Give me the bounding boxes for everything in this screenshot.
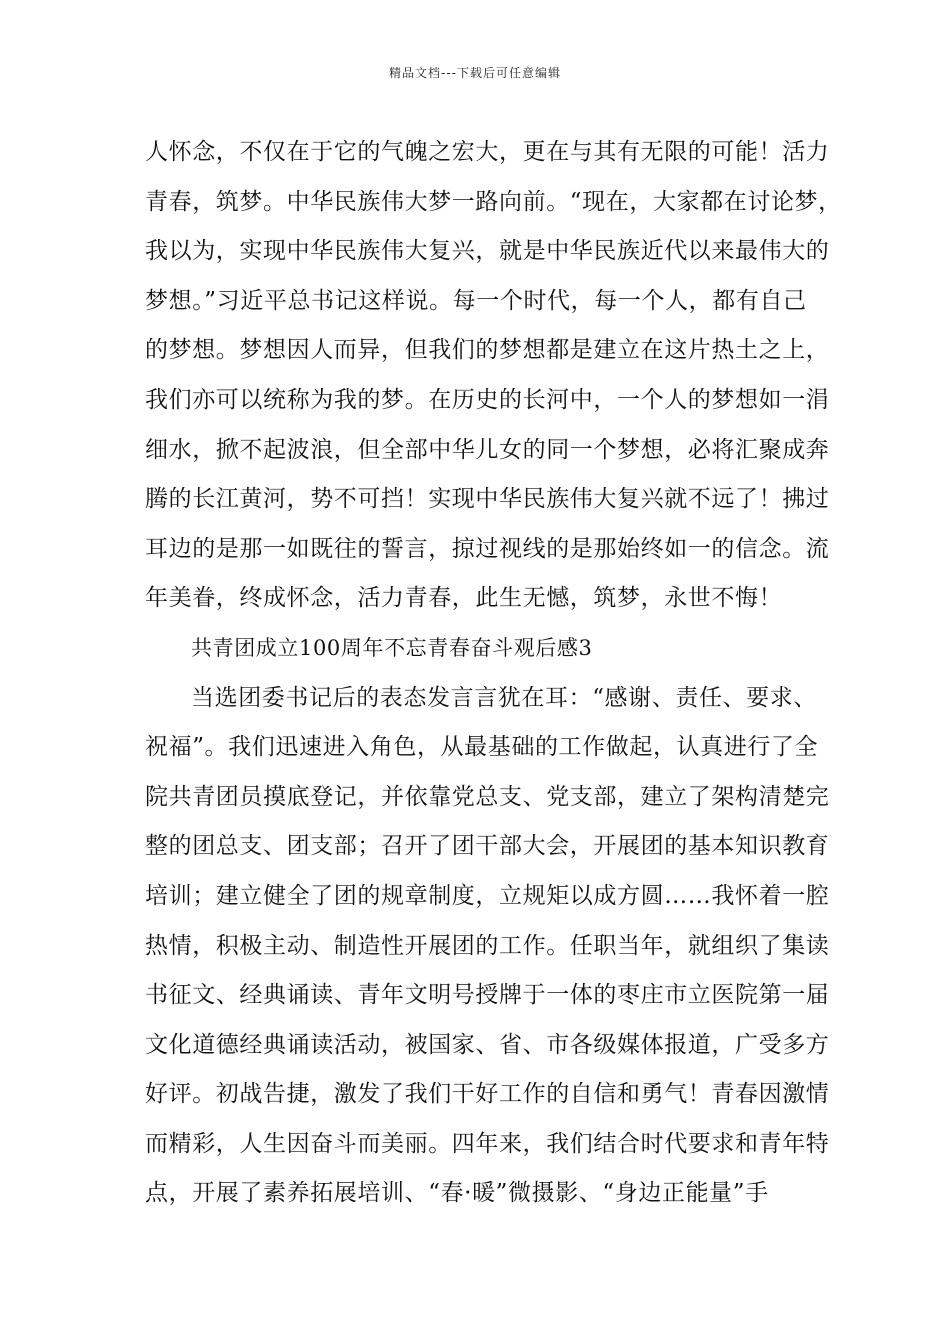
text-line: 点，开展了素养拓展培训、“春·暖”微摄影、“身边正能量”手 — [145, 1180, 769, 1207]
text-line: 青春，筑梦。中华民族伟大梦一路向前。“现在，大家都在讨论梦， — [145, 188, 842, 215]
text-line: 培训；建立健全了团的规章制度，立规矩以成方圆……我怀着一腔 — [145, 882, 830, 909]
paragraph-1 — [145, 128, 842, 624]
text-line: 人怀念，不仅在于它的气魄之宏大，更在与其有无限的可能！活力 — [145, 139, 830, 165]
text-line: 细水，掀不起波浪，但全部中华儿女的同一个梦想，必将汇聚成奔 — [145, 436, 830, 463]
document-body — [145, 128, 842, 1219]
text-line: 文化道德经典诵读活动，被国家、省、市各级媒体报道，广受多方 — [145, 1031, 830, 1058]
text-line: 我以为，实现中华民族伟大复兴，就是中华民族近代以来最伟大的 — [145, 238, 830, 265]
text-line: 年美眷，终成怀念，活力青春，此生无憾，筑梦，永世不悔！ — [145, 585, 783, 612]
text-line: 的梦想。梦想因人而异，但我们的梦想都是建立在这片热土之上， — [145, 337, 830, 364]
text-line: 当选团委书记后的表态发言言犹在耳：“感谢、责任、要求、 — [191, 684, 817, 711]
text-line: 而精彩，人生因奋斗而美丽。四年来，我们结合时代要求和青年特 — [145, 1130, 830, 1157]
text-line: 耳边的是那一如既往的誓言，掠过视线的是那始终如一的信念。流 — [145, 535, 830, 562]
text-line: 腾的长江黄河，势不可挡！实现中华民族伟大复兴就不远了！拂过 — [145, 486, 830, 513]
text-line: 整的团总支、团支部；召开了团干部大会，开展团的基本知识教育 — [145, 833, 830, 860]
text-line: 热情，积极主动、制造性开展团的工作。任职当年，就组织了集读 — [145, 932, 830, 959]
text-line: 祝福”。我们迅速进入角色，从最基础的工作做起，认真进行了全 — [145, 734, 819, 761]
page-header: 精品文档---下载后可任意编辑 — [389, 66, 561, 80]
text-line: 书征文、经典诵读、青年文明号授牌于一体的枣庄市立医院第一届 — [145, 982, 830, 1009]
text-line: 我们亦可以统称为我的梦。在历史的长河中，一个人的梦想如一涓 — [145, 386, 830, 413]
paragraph-2 — [145, 674, 830, 1220]
text-line: 院共青团员摸底登记，并依靠党总支、党支部，建立了架构清楚完 — [145, 783, 830, 810]
section-title: 共青团成立100周年不忘青春奋斗观后感3 — [191, 635, 593, 660]
text-line: 好评。初战告捷，激发了我们干好工作的自信和勇气！青春因激情 — [145, 1081, 830, 1108]
text-line: 梦想。”习近平总书记这样说。每一个时代，每一个人，都有自己 — [145, 287, 807, 314]
